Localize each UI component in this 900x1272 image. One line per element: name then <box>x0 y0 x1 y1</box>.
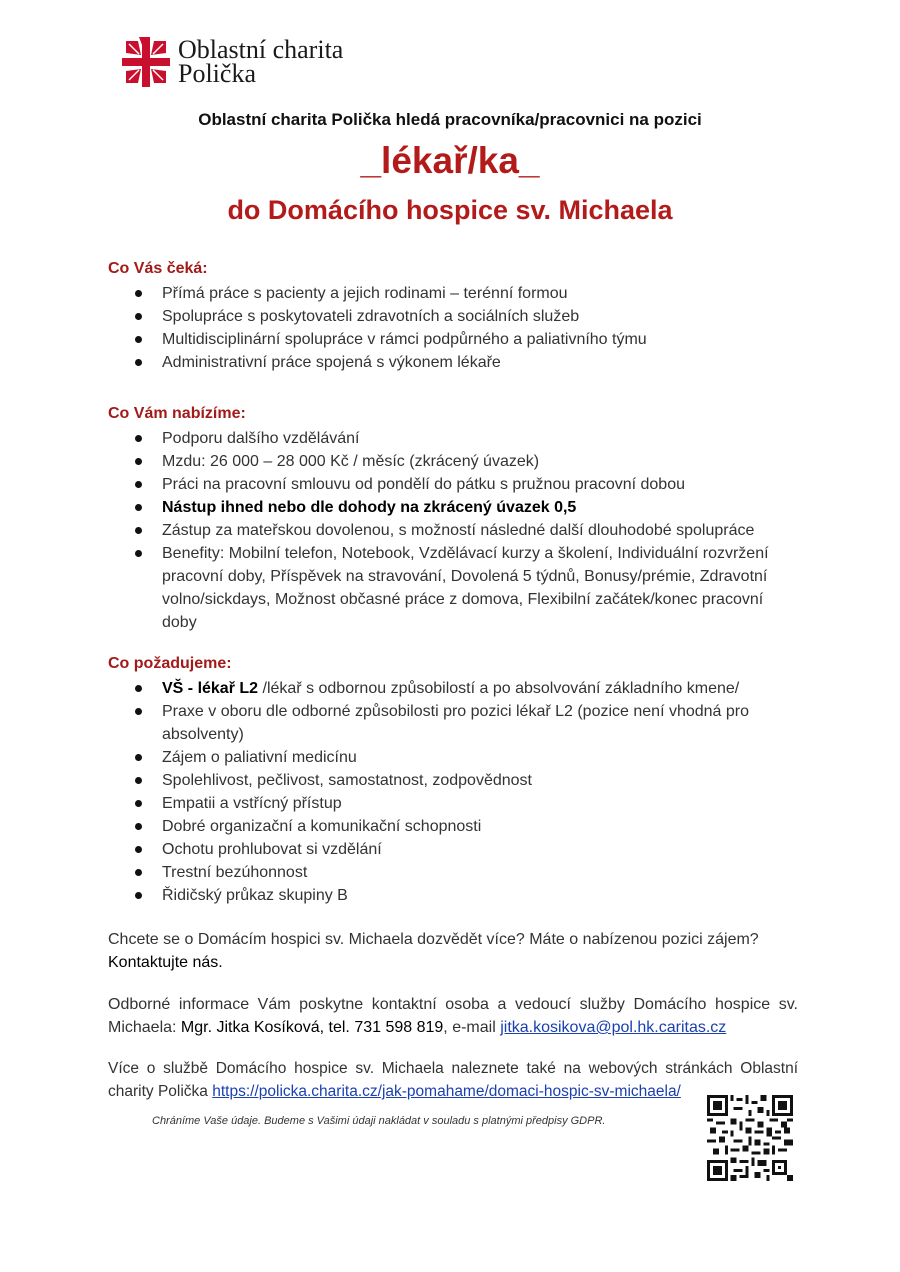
list-item: Dobré organizační a komunikační schopnosti <box>108 815 798 838</box>
charity-logo <box>122 36 343 88</box>
section-offer <box>108 403 798 634</box>
list-item: Přímá práce s pacienty a jejich rodinami – terénní formou <box>108 282 798 305</box>
section-require <box>108 653 798 907</box>
section-heading: Co Vás čeká: <box>108 260 208 277</box>
list-item: Praxe v oboru dle odborné způsobilosti pro pozici lékař L2 (pozice není vhodná pro absolventy) <box>108 700 798 746</box>
web-text: Více o službě Domácího hospice sv. Michaela naleznete také na webových stránkách Oblastní charity Polička <box>108 1060 798 1100</box>
logo-line-1: Oblastní charita <box>178 35 344 64</box>
list-item: Ochotu prohlubovat si vzdělání <box>108 838 798 861</box>
degree-requirement-detail: /lékař s odbornou způsobilostí a po absolvování základního kmene/ <box>258 680 740 697</box>
caritas-cross-icon <box>122 37 170 87</box>
section-heading: Co požadujeme: <box>108 655 232 672</box>
gdpr-notice: Chráníme Vaše údaje. Budeme s Vašimi údaji nakládat v souladu s platnými předpisy GDPR. <box>152 1115 606 1127</box>
job-subtitle: do Domácího hospice sv. Michaela <box>227 195 673 225</box>
list-item: Nástup ihned nebo dle dohody na zkrácený úvazek 0,5 <box>108 496 798 519</box>
list-item: Spolehlivost, pečlivost, samostatnost, zodpovědnost <box>108 769 798 792</box>
contact-paragraph <box>108 928 798 974</box>
section-heading: Co Vám nabízíme: <box>108 405 246 422</box>
list-item <box>108 677 798 700</box>
list-item: Práci na pracovní smlouvu od pondělí do pátku s pružnou pracovní dobou <box>108 473 798 496</box>
list-item: Empatii a vstřícný přístup <box>108 792 798 815</box>
list-item: Trestní bezúhonnost <box>108 861 798 884</box>
list-item: Benefity: Mobilní telefon, Notebook, Vzdělávací kurzy a školení, Individuální rozvržení pracovní doby, Příspěvek na stravování, Dovolená 5 týdnů, Bonusy/prémie, Zdravotní volno/sickdays, Možnost občasné práce z domova, Flexibilní začátek/konec pracovní doby <box>108 542 798 634</box>
degree-requirement: VŠ - lékař L2 <box>162 680 259 697</box>
email-prefix: , e-mail <box>443 1019 501 1036</box>
list-item: Mzdu: 26 000 – 28 000 Kč / měsíc (zkrácený úvazek) <box>108 450 798 473</box>
intro-heading: Oblastní charita Polička hledá pracovníka/pracovnici na pozici <box>198 110 702 129</box>
contact-person: Mgr. Jitka Kosíková, tel. 731 598 819 <box>180 1019 444 1036</box>
list-item: Podporu dalšího vzdělávání <box>108 427 798 450</box>
info-paragraph <box>108 993 798 1039</box>
list-item: Zástup za mateřskou dovolenou, s možností následné další dlouhodobé spolupráce <box>108 519 798 542</box>
web-paragraph <box>108 1057 798 1103</box>
email-link[interactable]: jitka.kosikova@pol.hk.caritas.cz <box>500 1019 727 1036</box>
list-item: Zájem o paliativní medicínu <box>108 746 798 769</box>
job-title: _lékař/ka_ <box>360 140 540 181</box>
logo-line-2: Polička <box>178 59 256 88</box>
section-expect <box>108 258 798 374</box>
website-link[interactable]: https://policka.charita.cz/jak-pomahame/domaci-hospic-sv-michaela/ <box>212 1083 681 1100</box>
list-item: Multidisciplinární spolupráce v rámci podpůrného a paliativního týmu <box>108 328 798 351</box>
expect-list <box>108 282 798 374</box>
logo-text <box>178 35 344 88</box>
contact-text: Chcete se o Domácím hospici sv. Michaela dozvědět více? Máte o nabízenou pozici zájem? <box>108 931 759 948</box>
list-item: Řidičský průkaz skupiny B <box>108 884 798 907</box>
qr-code <box>707 1095 793 1181</box>
contact-cta: Kontaktujte nás. <box>108 954 223 971</box>
info-text: Odborné informace Vám poskytne kontaktní osoba a vedoucí služby Domácího hospice sv. Michaela: <box>108 996 798 1036</box>
offer-list <box>108 427 798 634</box>
list-item: Administrativní práce spojená s výkonem lékaře <box>108 351 798 374</box>
list-item: Spolupráce s poskytovateli zdravotních a sociálních služeb <box>108 305 798 328</box>
require-list <box>108 677 798 907</box>
